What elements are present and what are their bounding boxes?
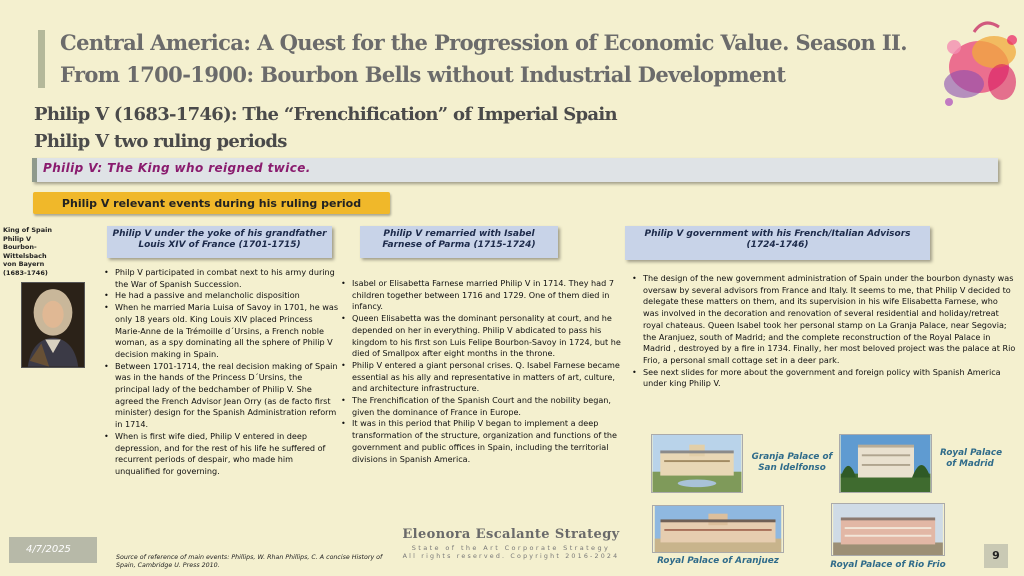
granja-palace-photo — [651, 434, 743, 493]
bullet-item: • Between 1701-1714, the real decision making of Spain was in the hands of the Princess D´Ursins, the principal lady of the bedchamber of Philip V. She agreed the French Advisor Jean Orry (as de facto first minister) design for the Spanish Administration reform in 1714. — [103, 361, 339, 431]
banner-text: Philip V: The King who reigned twice. — [43, 161, 311, 175]
caption-riofrio: Royal Palace of Rio Frio — [830, 560, 946, 570]
bullet-item: • It was in this period that Philip V began to implement a deep transformation of the structure, organization and functions of the government and public offices in Spain, including the territorial divisions in Spanish America. — [340, 418, 630, 465]
bullet-item: • The design of the new government administration of Spain under the bourbon dynasty was oversaw by several advisors from France and Italy. It seems to me, that Philip V decided to delegate these matters on them, and its supervision in his wife Elisabetta Farnese, who was involved in the decoration and renovation of several residential and holiday/retreat royal chateaus. Queen Isabel took her personal stamp on La Granja Palace, near Segovia; the Aranjuez, south of Madrid; and the complete reconstruction of the Royal Palace in Madrid , destroyed by a fire in 1734. Finally, her most beloved project was the palace at Rio Frio, a personal small cottage set in a deer park. — [631, 273, 1016, 367]
king-label-line: von Bayern — [3, 260, 45, 268]
philip-v-portrait — [21, 282, 85, 368]
bullet-item: • Isabel or Elisabetta Farnese married Philip V in 1714. They had 7 children together between 1716 and 1729. One of them died in infancy. — [340, 278, 630, 313]
king-label-line: Wittelsbach — [3, 251, 47, 260]
brand-rights: All rights reserved. Copyright 2016-2024 — [402, 553, 620, 560]
column-heading-line: Philip V government with his French/Italian Advisors — [644, 229, 911, 239]
events-heading-text: Philip V relevant events during his ruling period — [61, 197, 362, 210]
date-box — [9, 537, 97, 563]
column-heading-line: (1724-1746) — [746, 240, 809, 250]
column-heading-line: Louis XIV of France (1701-1715) — [138, 240, 301, 250]
column-heading-2 — [360, 226, 558, 258]
caption-madrid — [940, 448, 1003, 470]
caption-line: of Madrid — [946, 459, 994, 469]
king-label — [3, 226, 63, 277]
column-heading-1 — [107, 226, 332, 258]
aranjuez-palace-photo — [652, 505, 784, 553]
column-2-text — [340, 278, 630, 465]
riofrio-palace-photo — [831, 503, 945, 556]
subtitle-line-2: Philip V two ruling periods — [34, 131, 287, 152]
king-label-line: Philip V — [3, 234, 32, 243]
bullet-item: • Philp V participated in combat next to his army during the War of Spanish Succession. — [103, 267, 339, 290]
bullet-item: • He had a passive and melancholic disposition — [103, 290, 339, 302]
column-heading-3 — [625, 226, 930, 260]
brand-tagline: State of the Art Corporate Strategy — [411, 544, 611, 552]
events-heading-button — [33, 192, 390, 214]
banner — [32, 158, 998, 182]
caption-line: Royal Palace — [940, 448, 1003, 458]
column-3-text — [631, 273, 1016, 390]
caption-aranjuez: Royal Palace of Aranjuez — [657, 556, 779, 566]
subtitle-line-1: Philip V (1683-1746): The “Frenchification” of Imperial Spain — [34, 104, 617, 125]
bullet-item: • When he married Maria Luisa of Savoy in 1701, he was only 18 years old. King Louis XIV placed Princess Marie-Anne de la Trémoille d´Ursins, a French noble woman, as a spy dominating all the sphere of Philip V decision making in Spain. — [103, 302, 339, 361]
slide-date: 4/7/2025 — [26, 544, 71, 555]
title-line-2: From 1700-1900: Bourbon Bells without Industrial Development — [60, 62, 786, 87]
king-label-line: (1683-1746) — [3, 268, 48, 277]
bullet-item: • Philip V entered a giant personal crises. Q. Isabel Farnese became essential as his ally and representative in matters of art, culture, and architecture infrastructure. — [340, 360, 630, 395]
bullet-item: • Queen Elisabetta was the dominant personality at court, and he depended on her in everything. Philip V abdicated to pass his kingdom to his first son Luis Felipe Bourbon-Savoy in 1724, but he died of Smallpox after eight months in the throne. — [340, 313, 630, 360]
king-label-line: Bourbon- — [3, 243, 37, 251]
caption-line: Granja Palace of — [751, 452, 833, 462]
madrid-palace-photo — [839, 434, 932, 493]
column-1-text — [103, 267, 339, 478]
caption-granja — [743, 452, 841, 474]
column-heading-line: Philip V remarried with Isabel — [383, 229, 535, 239]
source-reference: Source of reference of main events: Phillips, W. Rhan Phillips, C. A concise History of Spain, Cambridge U. Press 2010. — [116, 554, 383, 569]
brand-name: Eleonora Escalante Strategy — [402, 527, 620, 542]
column-heading-line: Farnese of Parma (1715-1724) — [382, 240, 536, 250]
brand-footer — [395, 527, 627, 560]
bullet-item: • See next slides for more about the government and foreign policy with Spanish America under king Philip V. — [631, 367, 1016, 390]
page-number: 9 — [984, 544, 1008, 568]
title-line-1: Central America: A Quest for the Progression of Economic Value. Season II. — [60, 30, 907, 55]
paint-splash-decoration — [924, 12, 1024, 122]
bullet-item: • When is first wife died, Philip V entered in deep depression, and for the rest of his life he suffered of recurrent periods of despair, who made him unqualified for governing. — [103, 431, 339, 478]
caption-line: San Idelfonso — [758, 463, 826, 473]
king-label-line: King of Spain — [3, 226, 52, 234]
column-heading-line: Philip V under the yoke of his grandfather — [112, 229, 327, 239]
bullet-item: • The Frenchification of the Spanish Court and the nobility began, given the dominance of France in Europe. — [340, 395, 630, 418]
slide-title — [0, 30, 1024, 96]
